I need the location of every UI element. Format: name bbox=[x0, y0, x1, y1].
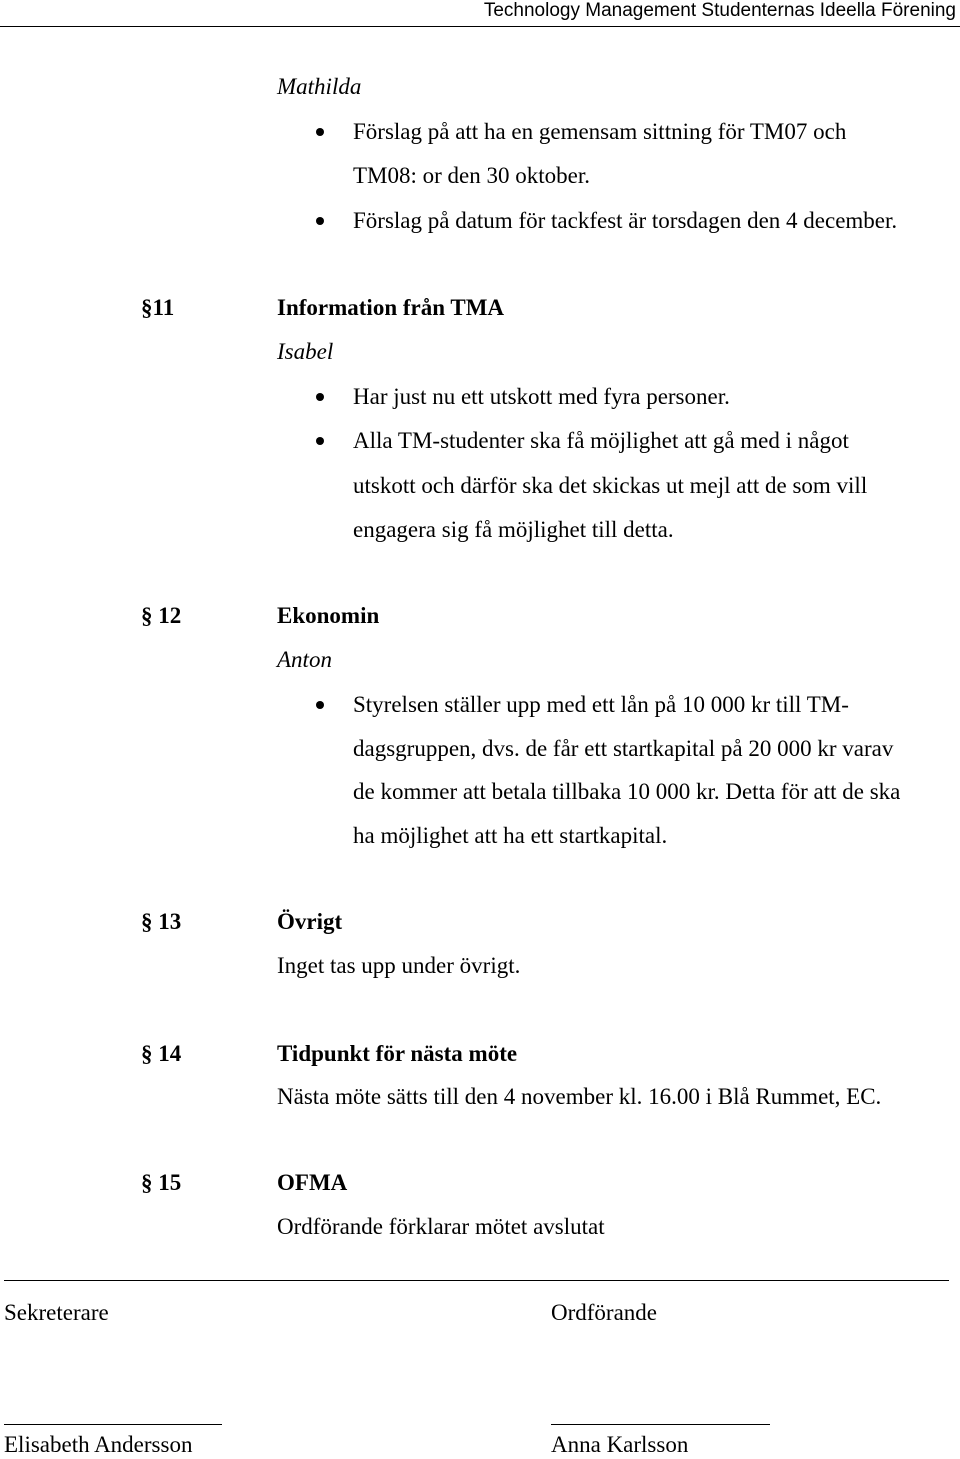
section-title: Tidpunkt för nästa möte bbox=[277, 1041, 518, 1066]
signature-line-left bbox=[4, 1424, 222, 1425]
list-item: Förslag på datum för tackfest är torsdagen den 4 december. bbox=[353, 208, 898, 233]
secretary-name: Elisabeth Andersson bbox=[4, 1432, 193, 1457]
section-number: § 13 bbox=[141, 909, 182, 934]
section-divider bbox=[4, 1280, 949, 1281]
bullet-icon bbox=[316, 437, 324, 445]
bullet-icon bbox=[316, 217, 324, 225]
secretary-label: Sekreterare bbox=[4, 1300, 109, 1325]
list-item: dagsgruppen, dvs. de får ett startkapital på 20 000 kr varav bbox=[353, 736, 894, 761]
section-title: Ekonomin bbox=[277, 603, 380, 628]
list-item: TM08: or den 30 oktober. bbox=[353, 163, 590, 188]
header-divider bbox=[0, 26, 960, 27]
signature-line-right bbox=[551, 1424, 770, 1425]
section-number: § 12 bbox=[141, 603, 182, 628]
presenter-name: Isabel bbox=[277, 339, 334, 364]
section-number: §11 bbox=[141, 295, 175, 320]
section-text: Nästa möte sätts till den 4 november kl. 16.00 i Blå Rummet, EC. bbox=[277, 1084, 882, 1109]
section-title: Information från TMA bbox=[277, 295, 505, 320]
section-number: § 14 bbox=[141, 1041, 182, 1066]
list-item: Förslag på att ha en gemensam sittning för TM07 och bbox=[353, 119, 847, 144]
list-item: Har just nu ett utskott med fyra personer. bbox=[353, 384, 730, 409]
bullet-icon bbox=[316, 393, 324, 401]
list-item: de kommer att betala tillbaka 10 000 kr. Detta för att de ska bbox=[353, 779, 901, 804]
chair-name: Anna Karlsson bbox=[551, 1432, 689, 1457]
page-header: Technology Management Studenternas Ideella Förening bbox=[483, 0, 956, 21]
bullet-icon bbox=[316, 128, 324, 136]
section-text: Inget tas upp under övrigt. bbox=[277, 953, 521, 978]
section-title: OFMA bbox=[277, 1170, 348, 1195]
list-item: utskott och därför ska det skickas ut mejl att de som vill bbox=[353, 473, 868, 498]
presenter-name: Mathilda bbox=[277, 74, 362, 99]
bullet-icon bbox=[316, 701, 324, 709]
list-item: Styrelsen ställer upp med ett lån på 10 000 kr till TM- bbox=[353, 692, 849, 717]
list-item: Alla TM-studenter ska få möjlighet att gå med i något bbox=[353, 428, 849, 453]
section-title: Övrigt bbox=[277, 909, 343, 934]
section-text: Ordförande förklarar mötet avslutat bbox=[277, 1214, 605, 1239]
chair-label: Ordförande bbox=[551, 1300, 658, 1325]
list-item: ha möjlighet att ha ett startkapital. bbox=[353, 823, 668, 848]
section-number: § 15 bbox=[141, 1170, 182, 1195]
list-item: engagera sig få möjlighet till detta. bbox=[353, 517, 674, 542]
presenter-name: Anton bbox=[277, 647, 332, 672]
